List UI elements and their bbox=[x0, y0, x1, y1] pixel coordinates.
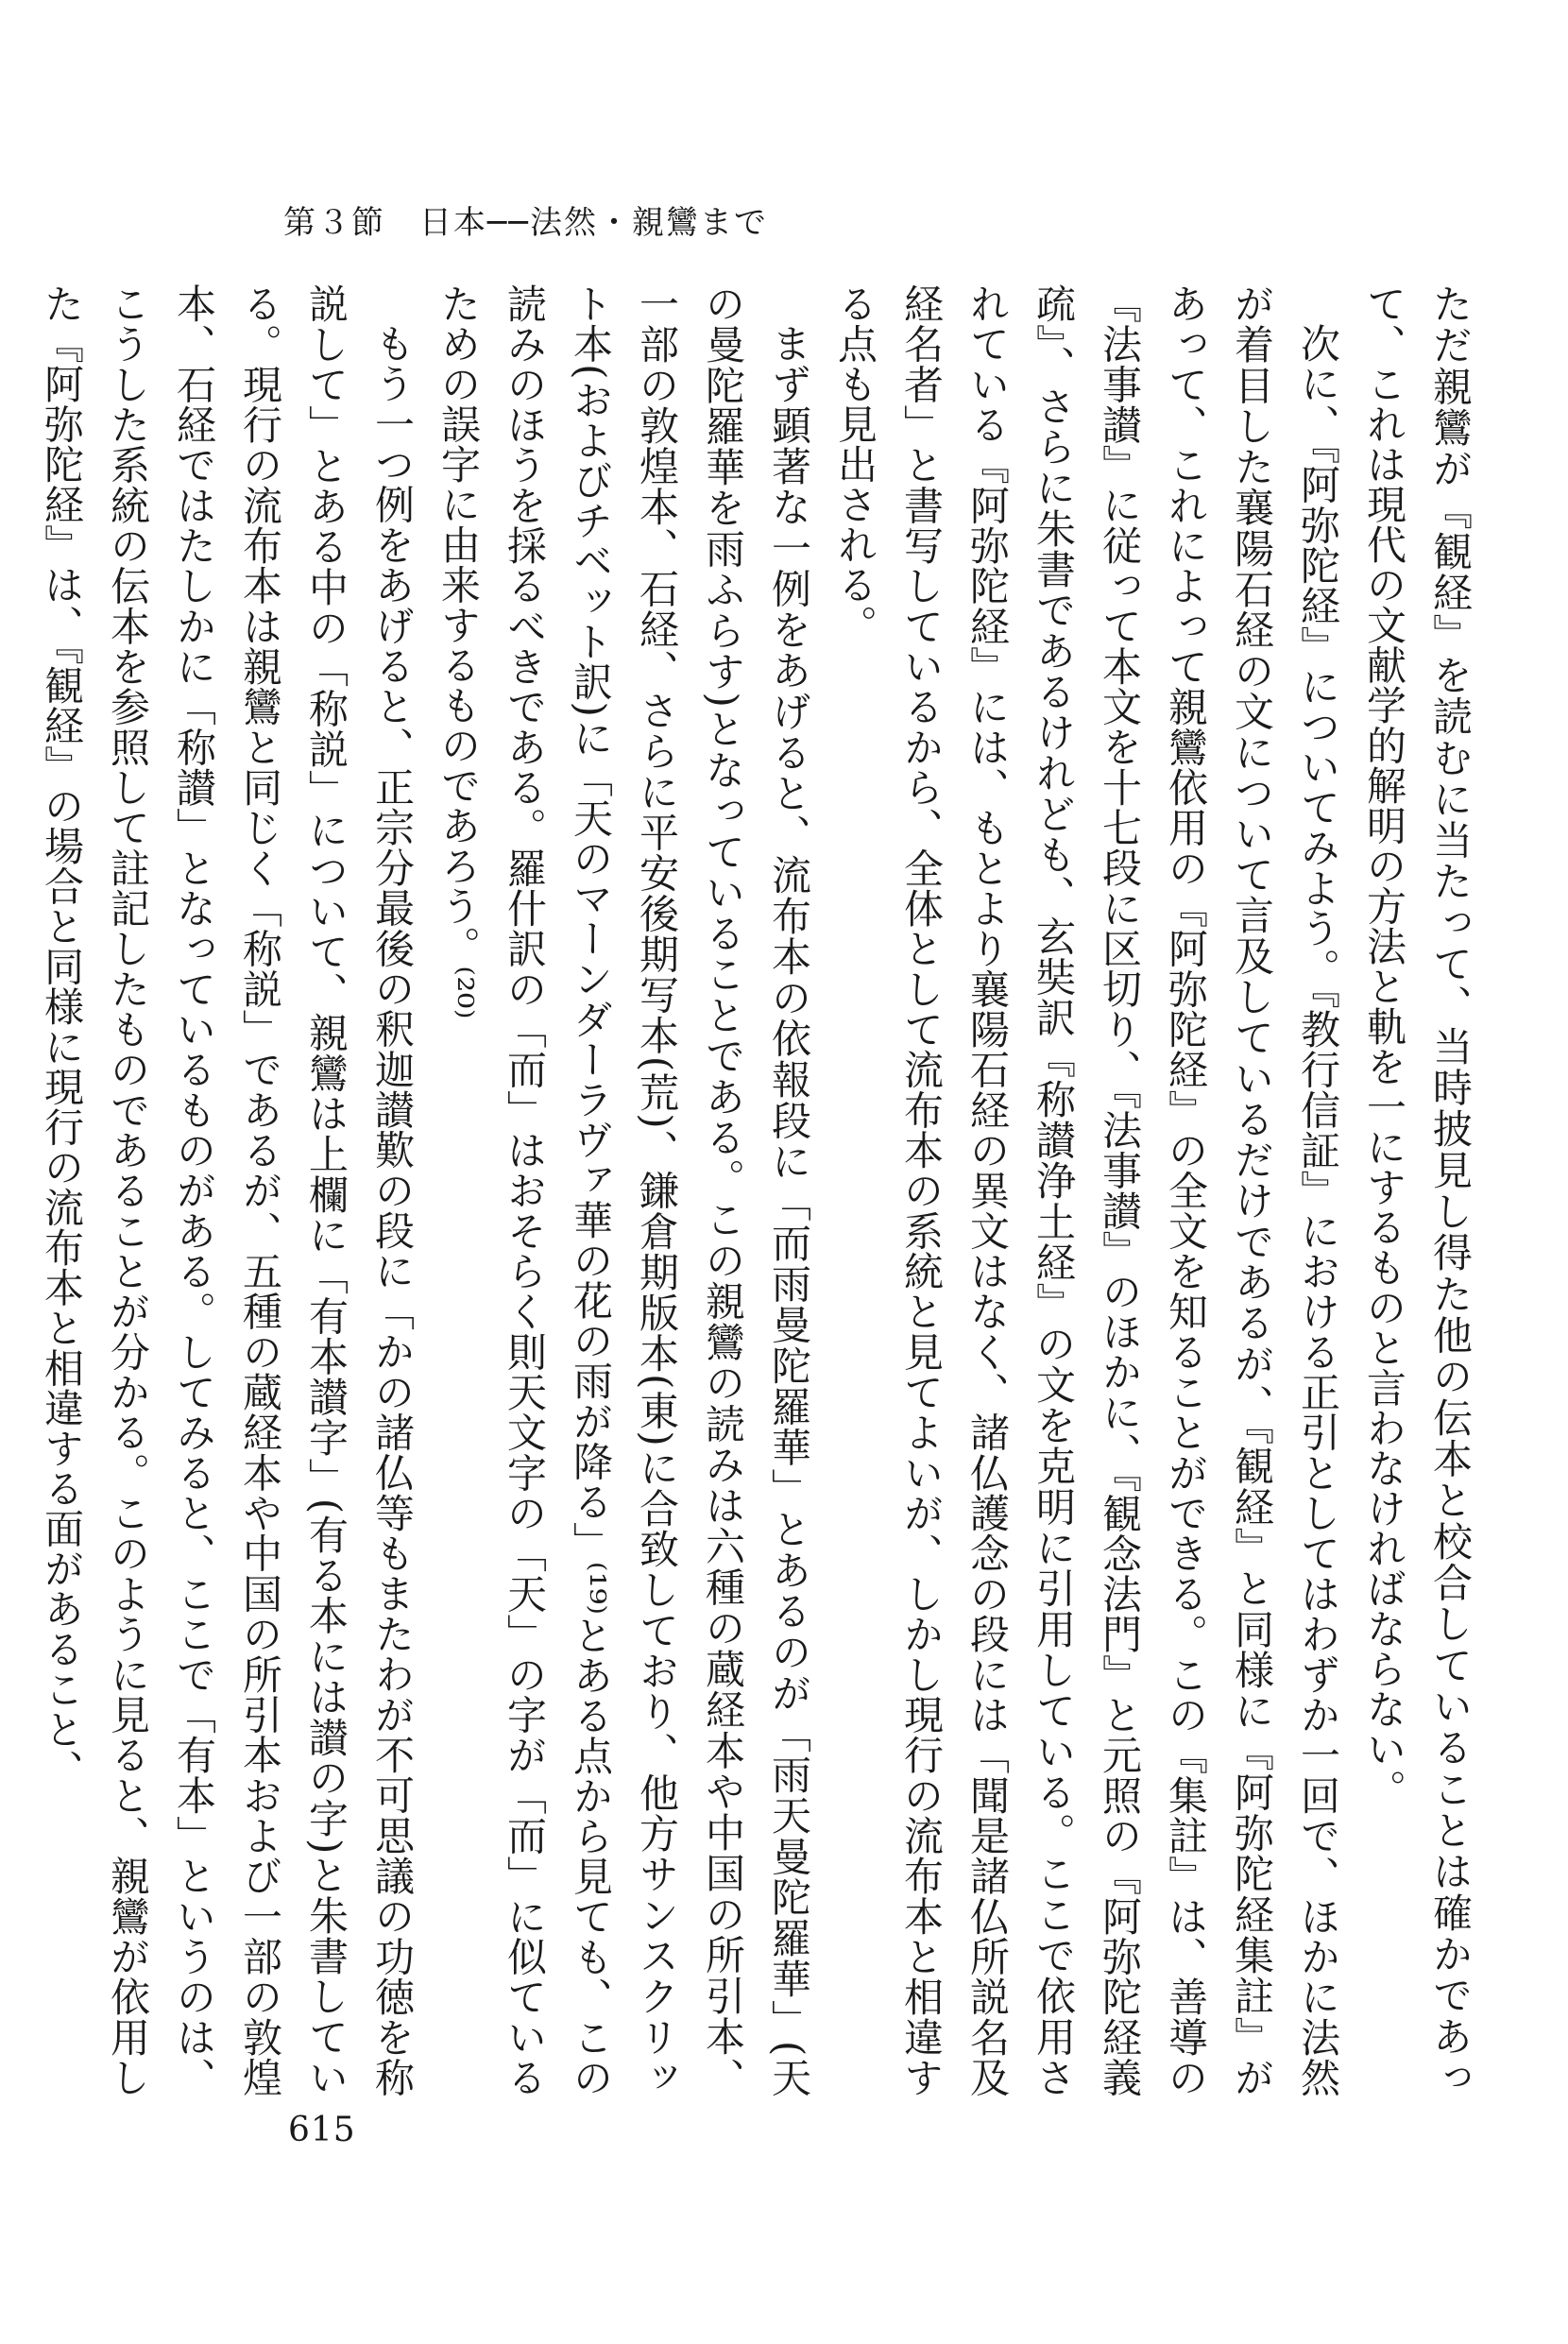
paragraph-2: 次に、『阿弥陀経』についてみよう。『教行信証』における正引としてはわずか一回で、ほかに法然が着目した襄陽石経の文について言及しているだけであるが、『観経』と同様に『阿弥陀経集註』があって、これによって親鸞依用の『阿弥陀経』の全文を知ることができる。この『集註』は、善導の『法事讃』に従って本文を十七段に区切り、『法事讃』のほかに、『観念法門』と元照の『阿弥陀経義疏』、さらに朱書であるけれども、玄奘訳『称讃浄土経』の文を克明に引用している。ここで依用されている『阿弥陀経』には、もとより襄陽石経の異文はなく、諸仏護念の段には「聞是諸仏所説名及経名者」と書写しているから、全体として流布本の系統と見てよいが、しかし現行の流布本と相違する点も見出される。 bbox=[832, 283, 1341, 2097]
page-number: 615 bbox=[288, 2111, 356, 2149]
body-text bbox=[39, 283, 1483, 2098]
paragraph-4: もう一つ例をあげると、正宗分最後の釈迦讃歎の段に「かの諸仏等もまたわが不可思議の功徳を称説して」とある中の「称説」について、親鸞は上欄に「有本讃字」(有る本には讃の字)と朱書している。現行の流布本は親鸞と同じく「称説」であるが、五種の蔵経本や中国の所引本および一部の敦煌本、石経ではたしかに「称讃」となっているものがある。してみると、ここで「有本」というのは、こうした系統の伝本を参照して註記したものであることが分かる。このように見ると、親鸞が依用した『阿弥陀経』は、『観経』の場合と同様に現行の流布本と相違する面があること、 bbox=[39, 283, 416, 2097]
running-header: 第３節 日本──法然・親鸞まで bbox=[283, 204, 768, 242]
paragraph-3: まず顕著な一例をあげると、流布本の依報段に「而雨曼陀羅華」とあるのが「雨天曼陀羅華」(天の曼陀羅華を雨ふらす)となっていることである。この親鸞の読みは六種の蔵経本や中国の所引本、一部の敦煌本、石経、さらに平安後期写本(荒)、鎌倉期版本(東)に合致しており、他方サンスクリット本(およびチベット訳)に「天のマーンダーラヴァ華の花の雨が降る」⁽¹⁹⁾とある点から見ても、この読みのほうを採るべきである。羅什訳の「而」はおそらく則天文字の「天」の字が「而」に似ているための誤字に由来するものであろう。⁽²⁰⁾ bbox=[435, 283, 812, 2097]
paragraph-1: ただ親鸞が『観経』を読むに当たって、当時披見し得た他の伝本と校合していることは確かであって、これは現代の文献学的解明の方法と軌を一にするものと言わなければならない。 bbox=[1361, 283, 1474, 2098]
